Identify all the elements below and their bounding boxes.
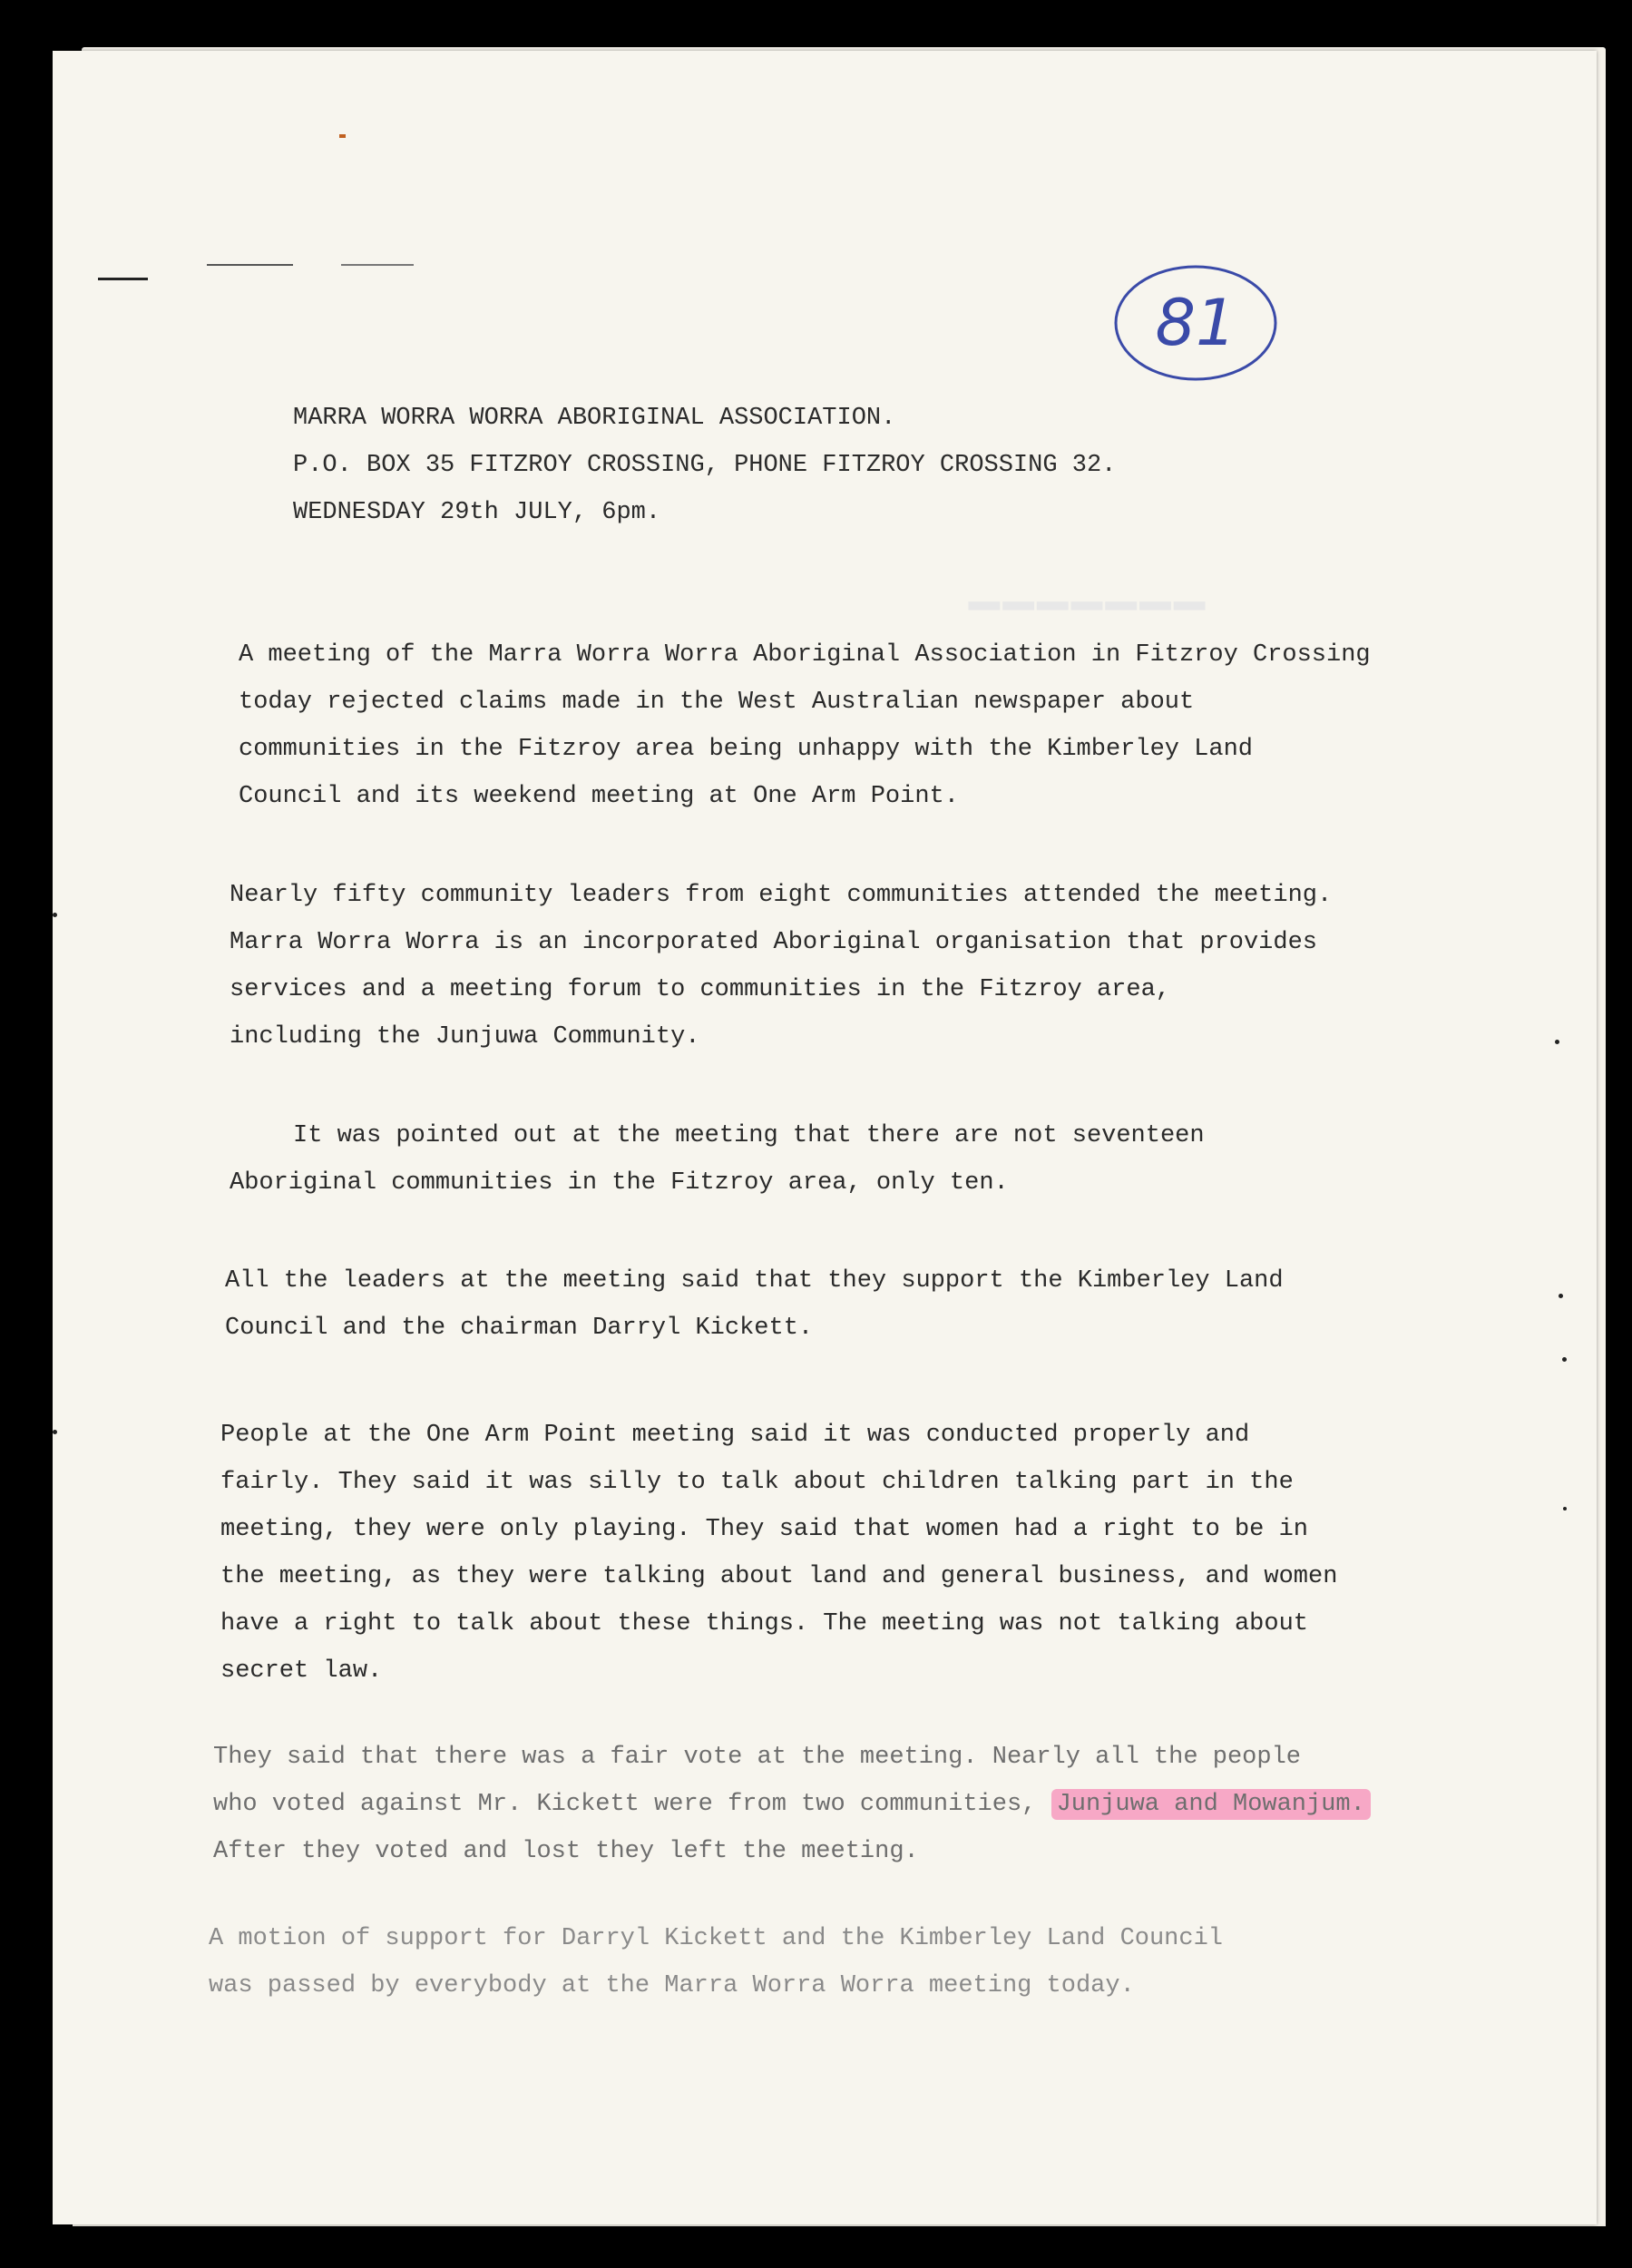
margin-dot	[53, 913, 57, 917]
header-line-org: MARRA WORRA WORRA ABORIGINAL ASSOCIATION.	[293, 405, 896, 432]
folio-number: 81	[1155, 286, 1236, 360]
paragraph-line: including the Junjuwa Community.	[230, 1023, 700, 1051]
header-line-address: P.O. BOX 35 FITZROY CROSSING, PHONE FITZROY CROSSING 32.	[293, 452, 1117, 479]
paragraph-line: have a right to talk about these things. The meeting was not talking about	[220, 1610, 1308, 1637]
paragraph-line: communities in the Fitzroy area being unhappy with the Kimberley Land	[239, 736, 1253, 763]
paragraph-line: Council and the chairman Darryl Kickett.	[225, 1315, 814, 1342]
bleed-through-mark: ━━━━━━━	[969, 577, 1209, 636]
paragraph-line: Council and its weekend meeting at One Arm Point.	[239, 783, 959, 810]
margin-dot	[1559, 1294, 1563, 1298]
paragraph-line: After they voted and lost they left the meeting.	[213, 1838, 919, 1865]
paragraph-4	[225, 1257, 1284, 1352]
paragraph-line: was passed by everybody at the Marra Worra Worra meeting today.	[209, 1972, 1135, 1999]
paragraph-2	[230, 872, 1332, 1061]
margin-mark	[207, 264, 293, 266]
paragraph-line	[213, 1781, 1371, 1828]
paragraph-line: the meeting, as they were talking about land and general business, and women	[220, 1563, 1338, 1590]
paragraph-line: today rejected claims made in the West Australian newspaper about	[239, 689, 1195, 716]
header-line-date: WEDNESDAY 29th JULY, 6pm.	[293, 499, 661, 526]
margin-mark	[339, 134, 346, 138]
highlighted-text: Junjuwa and Mowanjum.	[1051, 1789, 1371, 1820]
paragraph-line: A motion of support for Darryl Kickett and the Kimberley Land Council	[209, 1925, 1223, 1952]
paragraph-text: who voted against Mr. Kickett were from two communities,	[213, 1791, 1051, 1818]
paragraph-line: meeting, they were only playing. They said that women had a right to be in	[220, 1516, 1308, 1543]
paragraph-6	[213, 1734, 1371, 1875]
paragraph-line: They said that there was a fair vote at the meeting. Nearly all the people	[213, 1744, 1301, 1771]
margin-dot	[1563, 1507, 1567, 1510]
margin-dot	[53, 1430, 57, 1434]
paragraph-5	[220, 1412, 1337, 1695]
paragraph-line: fairly. They said it was silly to talk about children talking part in the	[220, 1469, 1294, 1496]
paragraph-line: Marra Worra Worra is an incorporated Aboriginal organisation that provides	[230, 929, 1317, 956]
paragraph-7	[209, 1915, 1223, 2009]
paragraph-line: Nearly fifty community leaders from eight communities attended the meeting.	[230, 882, 1333, 909]
folio-circle	[1105, 259, 1286, 386]
paragraph-line: People at the One Arm Point meeting said it was conducted properly and	[220, 1422, 1250, 1449]
paragraph-line: services and a meeting forum to communities in the Fitzroy area,	[230, 976, 1170, 1003]
margin-dot	[1555, 1040, 1559, 1044]
paragraph-3	[230, 1112, 1205, 1207]
margin-mark	[341, 264, 414, 266]
paragraph-line: A meeting of the Marra Worra Worra Aboriginal Association in Fitzroy Crossing	[239, 641, 1371, 669]
paragraph-line: secret law.	[220, 1657, 383, 1685]
margin-mark	[98, 278, 148, 280]
paragraph-line: Aboriginal communities in the Fitzroy area, only ten.	[230, 1169, 1009, 1197]
paragraph-line: All the leaders at the meeting said that they support the Kimberley Land	[225, 1267, 1284, 1295]
paragraph-1	[239, 631, 1371, 820]
paragraph-line: It was pointed out at the meeting that there are not seventeen	[293, 1122, 1205, 1149]
margin-dot	[1562, 1357, 1567, 1362]
document-page	[53, 51, 1597, 2224]
